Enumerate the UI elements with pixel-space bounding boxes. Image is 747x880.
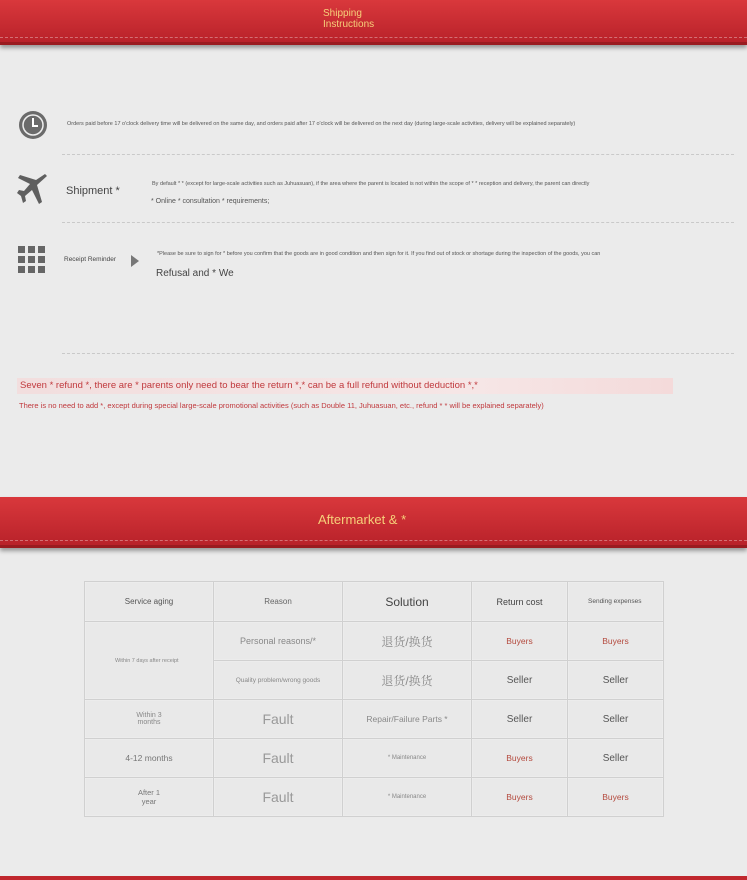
cell-sending: Buyers [568, 778, 664, 817]
header-return-cost: Return cost [472, 582, 568, 622]
shipment-label: Shipment * [66, 185, 120, 197]
banner-title: Aftermarket & * [318, 512, 407, 527]
cell-aging: Within 3 months [85, 700, 214, 739]
banner-title [323, 8, 374, 30]
cell-return-cost: Buyers [472, 622, 568, 661]
cell-solution: 退货/换货 [343, 622, 472, 661]
cell-sending: Seller [568, 661, 664, 700]
header-sending-expenses: Sending expenses [568, 582, 664, 622]
header-service-aging: Service aging [85, 582, 214, 622]
receipt-text-line1: *Please be sure to sign for * before you confirm that the goods are in good condition and then sign for it. If you find out of stock or shortage during the inspection of the goods, you can [157, 251, 601, 257]
header-solution: Solution [343, 582, 472, 622]
grid-icon [18, 246, 46, 274]
shipment-text-line1: By default * * (except for large-scale activities such as Juhuasuan), if the area where the parent is located is not within the scope of * * reception and delivery, the parent can directly [152, 181, 590, 187]
table-row [85, 622, 664, 661]
receipt-text-line2: Refusal and * We [156, 268, 234, 279]
divider [62, 222, 734, 223]
clock-icon [18, 110, 48, 140]
shipping-instructions-banner [0, 0, 747, 45]
aftermarket-banner [0, 497, 747, 548]
header-reason: Reason [214, 582, 343, 622]
cell-reason: Fault [214, 739, 343, 778]
cell-sending: Buyers [568, 622, 664, 661]
cell-reason: Personal reasons/* [214, 622, 343, 661]
shipment-text-line2: * Online * consultation * requirements; [151, 198, 270, 205]
cell-solution: 退货/换货 [343, 661, 472, 700]
refund-policy-note: There is no need to add *, except during special large-scale promotional activities (such as Double 11, Juhuasuan, etc., refund * * will be explained separately) [19, 401, 544, 410]
table-row [85, 739, 664, 778]
cell-return-cost: Buyers [472, 739, 568, 778]
table-header-row [85, 582, 664, 622]
refund-policy-highlight: Seven * refund *, there are * parents only need to bear the return *,* can be a full refund without deduction *,* [17, 378, 673, 394]
cell-return-cost: Seller [472, 700, 568, 739]
banner-title-line2: Instructions [323, 19, 375, 30]
cell-reason: Fault [214, 700, 343, 739]
cell-reason: Quality problem/wrong goods [214, 661, 343, 700]
cell-solution: * Maintenance [343, 778, 472, 817]
triangle-arrow-icon [130, 255, 140, 267]
cell-aging: 4-12 months [85, 739, 214, 778]
cell-reason: Fault [214, 778, 343, 817]
cell-aging: After 1 year [85, 778, 214, 817]
banner-title-line1: Shipping [323, 8, 362, 19]
cell-solution: * Maintenance [343, 739, 472, 778]
cell-sending: Seller [568, 700, 664, 739]
cell-return-cost: Buyers [472, 778, 568, 817]
cell-return-cost: Seller [472, 661, 568, 700]
divider [62, 353, 734, 354]
delivery-text: Orders paid before 17 o'clock delivery time will be delivered on the same day, and orders paid after 17 o'clock will be delivered on the next day (during large-scale activities, delivery will be explained separately) [67, 121, 576, 127]
cell-sending: Seller [568, 739, 664, 778]
divider [62, 154, 734, 155]
cell-aging: Within 7 days after receipt [85, 622, 214, 700]
cell-solution: Repair/Failure Parts * [343, 700, 472, 739]
table-row [85, 700, 664, 739]
bottom-banner-edge [0, 876, 747, 880]
airplane-icon [16, 173, 50, 207]
receipt-label: Receipt Reminder [64, 256, 117, 263]
table-row [85, 778, 664, 817]
after-sales-table [84, 581, 664, 817]
